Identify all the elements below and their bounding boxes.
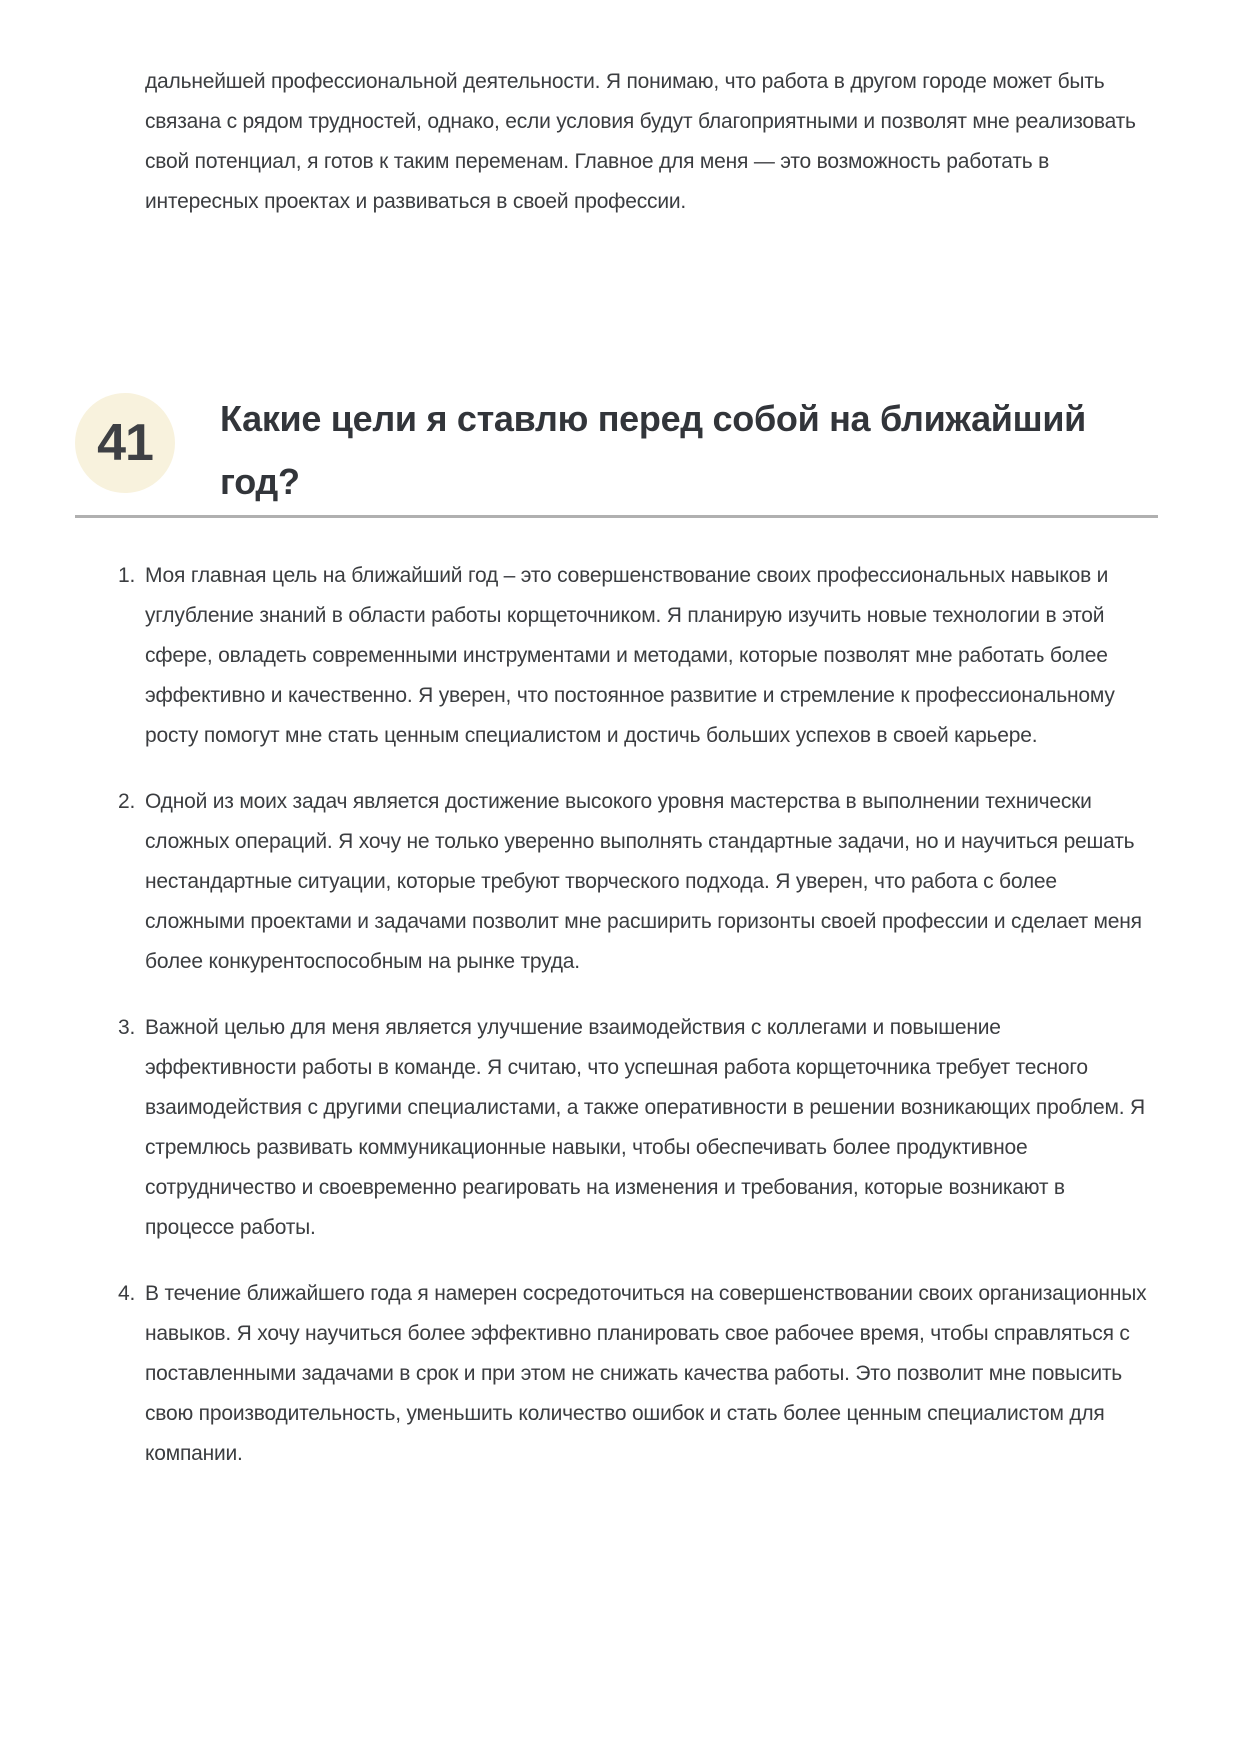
- list-item-text: В течение ближайшего года я намерен сосредоточиться на совершенствовании своих организационных навыков. Я хочу научиться более эффективно планировать свое рабочее время, чтобы справляться с поставленными задачами в срок и при этом не снижать качества работы. Это позволит мне повысить свою производительность, уменьшить количество ошибок и стать более ценным специалистом для компании.: [145, 1282, 1147, 1465]
- section-number-badge: [75, 393, 175, 493]
- list-item-text: Моя главная цель на ближайший год – это совершенствование своих профессиональных навыков и углубление знаний в области работы корщеточником. Я планирую изучить новые технологии в этой сфере, овладеть современными инструментами и методами, которые позволят мне работать более эффективно и качественно. Я уверен, что постоянное развитие и стремление к профессиональному росту помогут мне стать ценным специалистом и достичь больших успехов в своей карьере.: [145, 564, 1115, 747]
- section-title: Какие цели я ставлю перед собой на ближайший год?: [220, 398, 1087, 502]
- goals-list: [118, 556, 1155, 1474]
- list-item: [118, 1274, 1155, 1474]
- continuation-paragraph: дальнейшей профессиональной деятельности. Я понимаю, что работа в другом городе может быть связана с рядом трудностей, однако, если условия будут благоприятными и позволят мне реализовать свой потенциал, я готов к таким переменам. Главное для меня — это возможность работать в интересных проектах и развиваться в своей профессии.: [145, 70, 1136, 213]
- list-item: [118, 556, 1155, 756]
- list-item-number: 4.: [118, 1282, 136, 1305]
- section-number: 41: [97, 414, 153, 472]
- list-item-text: Важной целью для меня является улучшение взаимодействия с коллегами и повышение эффективности работы в команде. Я считаю, что успешная работа корщеточника требует тесного взаимодействия с другими специалистами, а также оперативности в решении возникающих проблем. Я стремлюсь развивать коммуникационные навыки, чтобы обеспечивать более продуктивное сотрудничество и своевременно реагировать на изменения и требования, которые возникают в процессе работы.: [145, 1016, 1145, 1239]
- list-item-number: 2.: [118, 790, 136, 813]
- list-item-text: Одной из моих задач является достижение высокого уровня мастерства в выполнении технически сложных операций. Я хочу не только уверенно выполнять стандартные задачи, но и научиться решать нестандартные ситуации, которые требуют творческого подхода. Я уверен, что работа с более сложными проектами и задачами позволит мне расширить горизонты своей профессии и сделает меня более конкурентоспособным на рынке труда.: [145, 790, 1142, 973]
- list-item-number: 3.: [118, 1016, 136, 1039]
- list-item: [118, 1008, 1155, 1248]
- list-item-number: 1.: [118, 564, 136, 587]
- list-item: [118, 782, 1155, 982]
- section-header: [75, 393, 1158, 518]
